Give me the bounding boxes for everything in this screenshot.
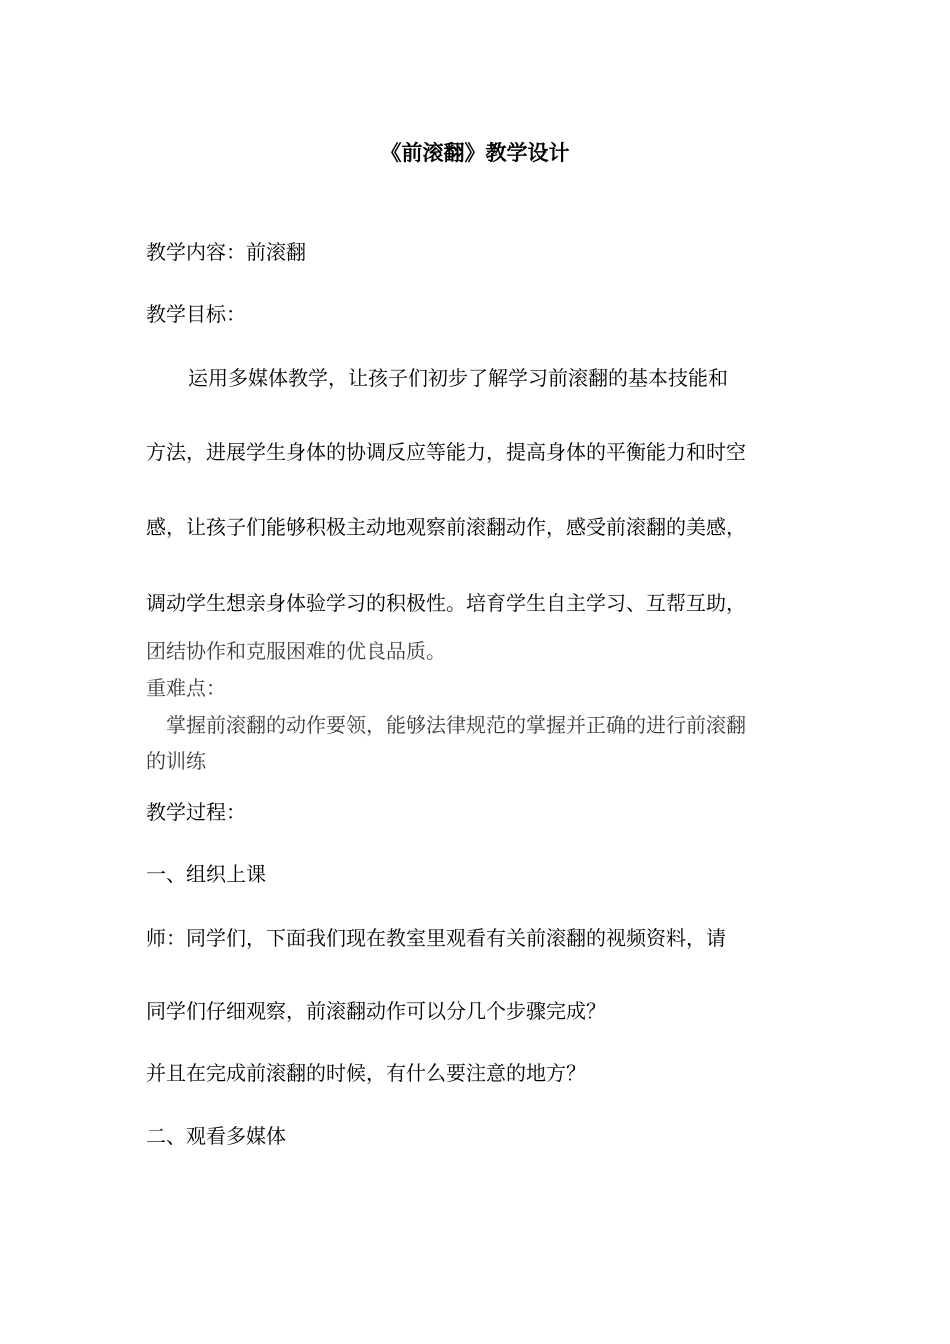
objective-line-3: 感，让孩子们能够积极主动地观察前滚翻动作，感受前滚翻的美感，	[146, 515, 746, 539]
difficulty-line-1: 掌握前滚翻的动作要领，能够法律规范的掌握并正确的进行前滚翻	[166, 713, 746, 737]
process-label: 教学过程：	[146, 800, 246, 824]
teacher-line-2: 同学们仔细观察，前滚翻动作可以分几个步骤完成？	[146, 999, 606, 1023]
document-title: 《前滚翻》教学设计	[380, 140, 570, 165]
objective-line-2: 方法，进展学生身体的协调反应等能力，提高身体的平衡能力和时空	[146, 440, 746, 464]
objective-line-5: 团结协作和克服困难的优良品质。	[146, 639, 446, 663]
objective-line-4: 调动学生想亲身体验学习的积极性。培育学生自主学习、互帮互助，	[146, 591, 746, 615]
section-2-heading: 二、观看多媒体	[146, 1124, 286, 1148]
difficulty-line-2: 的训练	[146, 749, 206, 773]
teaching-content: 教学内容：前滚翻	[146, 240, 306, 264]
teacher-line-1: 师：同学们，下面我们现在教室里观看有关前滚翻的视频资料，请	[146, 926, 726, 950]
section-1-heading: 一、组织上课	[146, 862, 266, 886]
objective-line-1: 运用多媒体教学，让孩子们初步了解学习前滚翻的基本技能和	[188, 366, 728, 390]
difficulty-label: 重难点：	[146, 676, 226, 700]
objective-label: 教学目标：	[146, 302, 246, 326]
teacher-line-3: 并且在完成前滚翻的时候，有什么要注意的地方？	[146, 1061, 586, 1085]
